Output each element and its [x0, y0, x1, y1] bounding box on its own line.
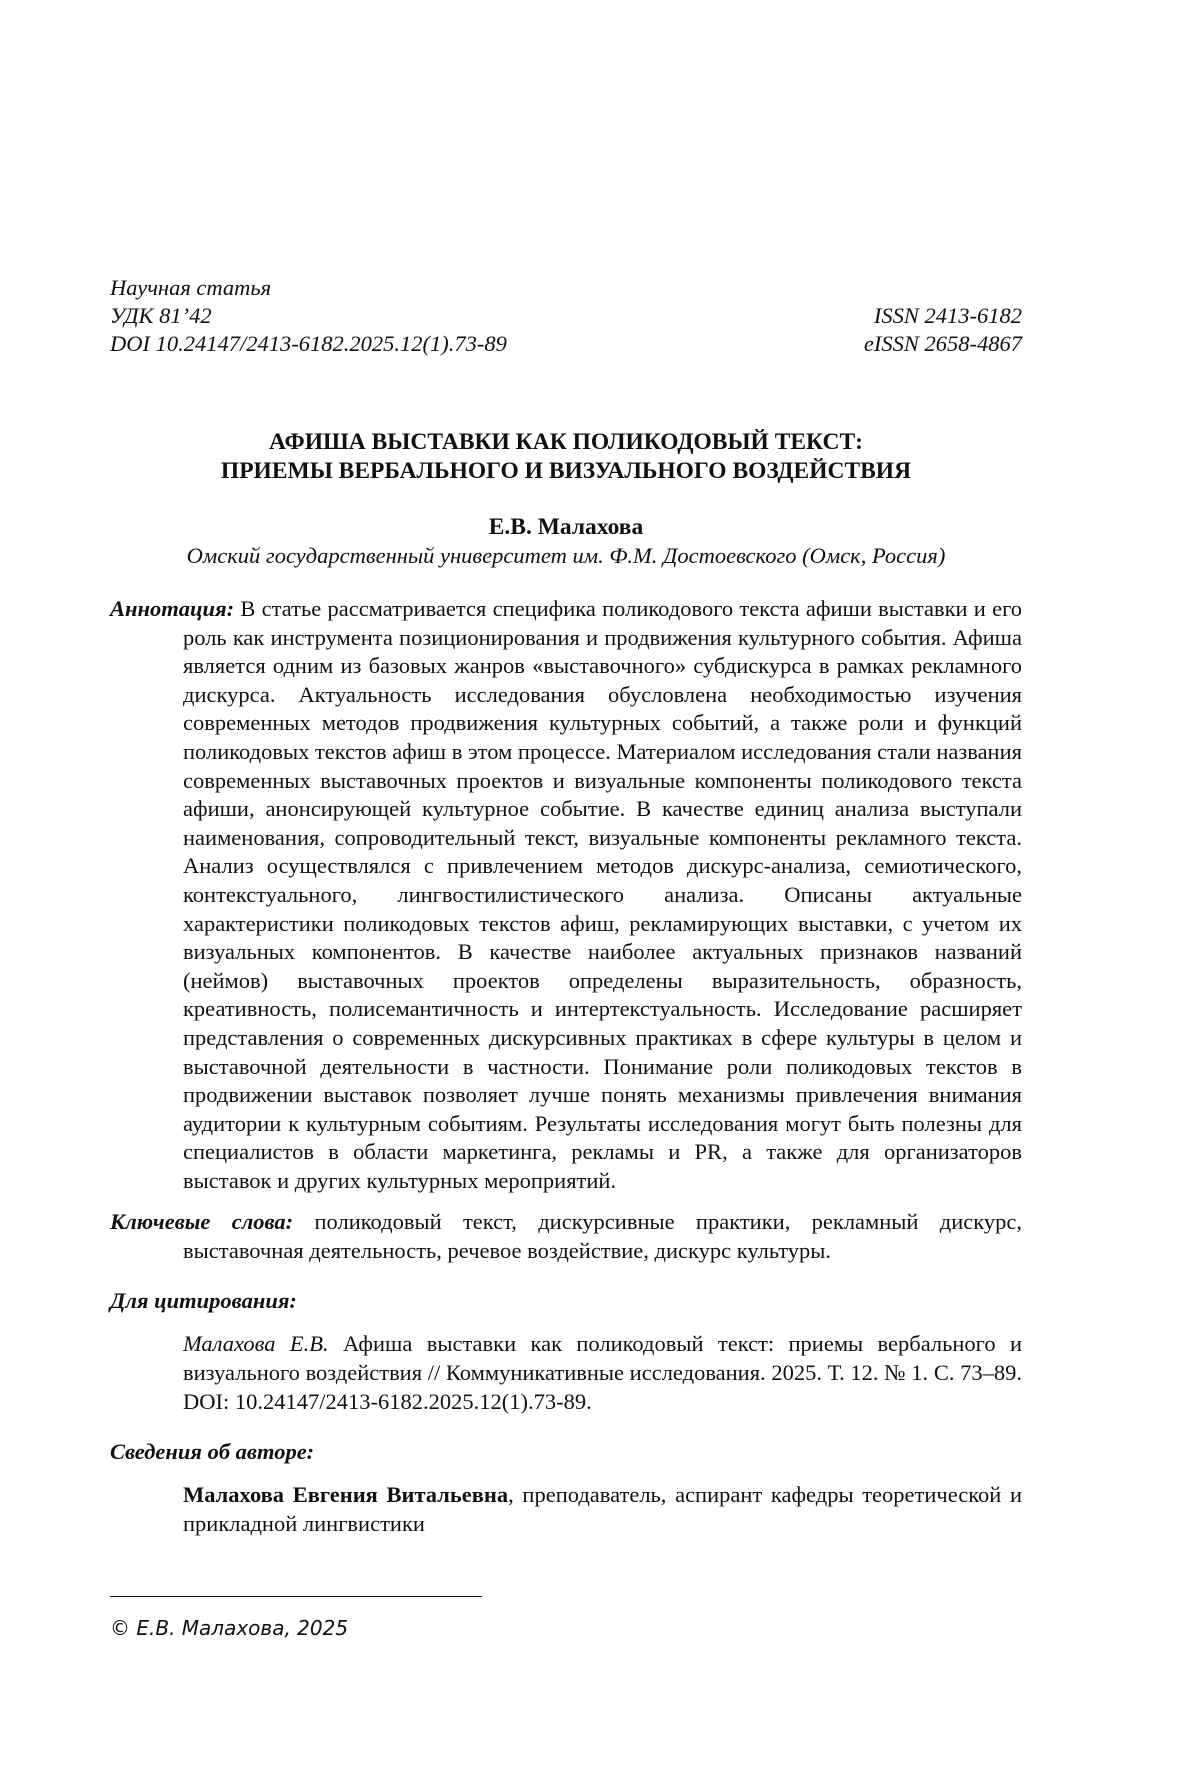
keywords-label: Ключевые слова: — [110, 1209, 294, 1235]
citation-author: Малахова Е.В. — [183, 1331, 329, 1357]
author-info-block — [110, 1480, 1022, 1538]
citation-heading: Для цитирования: — [110, 1288, 297, 1314]
issn: ISSN 2413-6182 — [873, 303, 1022, 328]
footnote-divider — [110, 1596, 482, 1597]
meta-row-doi — [110, 330, 1022, 358]
citation-block — [110, 1329, 1022, 1416]
udc-code: УДК 81’42 — [110, 303, 212, 328]
doi: DOI 10.24147/2413-6182.2025.12(1).73-89 — [110, 331, 507, 356]
article-title — [110, 428, 1022, 486]
abstract-text: В статье рассматривается специфика поликодового текста афиши выставки и его роль как инструмента позиционирования и продвижения культурного события. Афиша является одним из базовых жанров «выставочного» субдискурса в рамках рекламного дискурса. Актуальность исследования обусловлена необходимостью изучения современных методов продвижения культурных событий, а также роли и функций поликодовых текстов афиш в этом процессе. Материалом исследования стали названия современных выставочных проектов и визуальные компоненты поликодового текста афиши, анонсирующей культурное событие. В качестве единиц анализа выступали наименования, сопроводительный текст, визуальные компоненты рекламного текста. Анализ осуществлялся с привлечением методов дискурс-анализа, семиотического, контекстуального, лингвостилистического анализа. Описаны актуальные характеристики поликодовых текстов афиш, рекламирующих выставки, с учетом их визуальных компонентов. В качестве наиболее актуальных признаков названий (неймов) выставочных проектов определены выразительность, образность, креативность, полисемантичность и интертекстуальность. Исследование расширяет представления о современных дискурсивных практиках в сфере культуры в целом и выставочной деятельности в частности. Понимание роли поликодовых текстов в продвижении выставок позволяет лучше понять механизмы привлечения внимания аудитории к культурным событиям. Результаты исследования могут быть полезны для специалистов в области маркетинга, рекламы и PR, а также для организаторов выставок и других культурных мероприятий. — [183, 596, 1022, 1193]
article-meta — [110, 274, 1022, 358]
eissn: eISSN 2658-4867 — [863, 331, 1022, 356]
author-info-heading: Сведения об авторе: — [110, 1439, 315, 1465]
copyright-notice: © Е.В. Малахова, 2025 — [110, 1616, 349, 1640]
author-position: , преподаватель, аспирант кафедры теоретической и прикладной лингвистики — [183, 1482, 1023, 1537]
abstract-label: Аннотация: — [110, 596, 235, 621]
title-line-2: ПРИЕМЫ ВЕРБАЛЬНОГО И ВИЗУАЛЬНОГО ВОЗДЕЙСТВИЯ — [220, 458, 912, 484]
author-affiliation: Омский государственный университет им. Ф.М. Достоевского (Омск, Россия) — [186, 543, 946, 568]
keywords-text: поликодовый текст, дискурсивные практики, рекламный дискурс, выставочная деятельность, речевое воздействие, дискурс культуры. — [183, 1209, 1023, 1264]
keywords — [110, 1207, 1022, 1265]
citation-text: Афиша выставки как поликодовый текст: приемы вербального и визуального воздействия // Коммуникативные исследования. 2025. Т. 12. № 1. С. 73–89. DOI: 10.24147/2413-6182.2025.12(1).73-89. — [183, 1331, 1023, 1415]
author-name: Е.В. Малахова — [488, 514, 644, 540]
title-line-1: АФИША ВЫСТАВКИ КАК ПОЛИКОДОВЫЙ ТЕКСТ: — [269, 429, 863, 455]
author-full-name: Малахова Евгения Витальевна — [183, 1482, 509, 1508]
article-first-page — [110, 274, 1022, 1538]
meta-row-udc — [110, 302, 1022, 330]
article-type: Научная статья — [110, 275, 272, 300]
abstract — [110, 595, 1022, 1195]
